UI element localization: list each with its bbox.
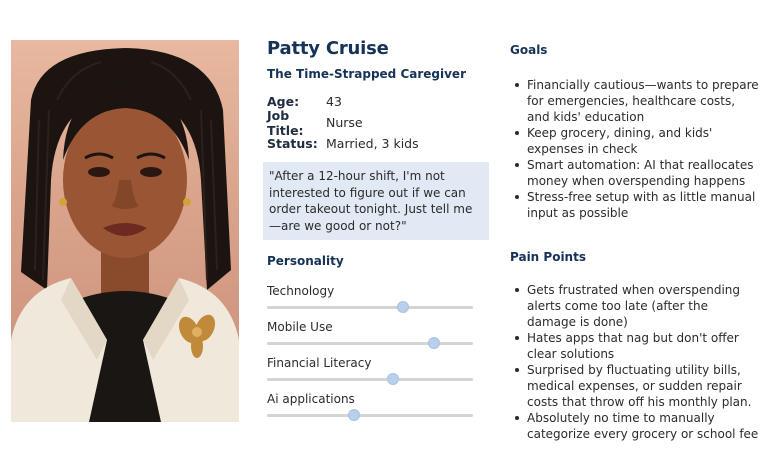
fact-job-title bbox=[267, 107, 489, 138]
persona-quote: "After a 12-hour shift, I'm not interested to figure out if we can order takeout tonight. Just tell me—are we good or not?" bbox=[263, 162, 489, 240]
goals-list bbox=[510, 77, 760, 221]
fact-status bbox=[267, 133, 489, 154]
list-item: Hates apps that nag but don't offer clear solutions bbox=[510, 330, 760, 362]
personality-sliders bbox=[267, 282, 489, 426]
list-item: Keep grocery, dining, and kids' expenses in check bbox=[510, 125, 760, 157]
slider-rail bbox=[267, 306, 473, 309]
fact-label: Age: bbox=[267, 94, 300, 109]
persona-facts bbox=[267, 91, 489, 154]
pain-points-heading: Pain Points bbox=[510, 250, 586, 264]
slider-mobile-use bbox=[267, 318, 489, 354]
portrait-illustration bbox=[11, 40, 239, 422]
persona-subtitle: The Time-Strapped Caregiver bbox=[267, 67, 466, 81]
list-item: Financially cautious—wants to prepare for emergencies, healthcare costs, and kids' education bbox=[510, 77, 760, 125]
fact-label: Job Title: bbox=[267, 107, 304, 138]
fact-label: Status: bbox=[267, 136, 318, 151]
slider-track bbox=[267, 336, 473, 350]
slider-knob[interactable] bbox=[428, 337, 440, 349]
slider-label: Financial Literacy bbox=[267, 356, 372, 370]
slider-knob[interactable] bbox=[348, 409, 360, 421]
list-item: Smart automation: AI that reallocates money when overspending happens bbox=[510, 157, 760, 189]
slider-label: Mobile Use bbox=[267, 320, 333, 334]
slider-rail bbox=[267, 378, 473, 381]
slider-label: Technology bbox=[267, 284, 335, 298]
goals-heading: Goals bbox=[510, 43, 548, 57]
fact-value: 43 bbox=[326, 94, 342, 109]
slider-track bbox=[267, 300, 473, 314]
list-item: Surprised by fluctuating utility bills, medical expenses, or sudden repair costs that throw off his monthly plan. bbox=[510, 362, 760, 410]
slider-technology bbox=[267, 282, 489, 318]
slider-financial-literacy bbox=[267, 354, 489, 390]
slider-rail bbox=[267, 342, 473, 345]
pain-points-list bbox=[510, 282, 760, 442]
list-item: Absolutely no time to manually categorize every grocery or school fee bbox=[510, 410, 760, 442]
fact-value: Nurse bbox=[326, 115, 363, 130]
slider-track bbox=[267, 372, 473, 386]
slider-track bbox=[267, 408, 473, 422]
slider-label: Ai applications bbox=[267, 392, 355, 406]
slider-knob[interactable] bbox=[387, 373, 399, 385]
list-item: Gets frustrated when overspending alerts come too late (after the damage is done) bbox=[510, 282, 760, 330]
list-item: Stress-free setup with as little manual input as possible bbox=[510, 189, 760, 221]
persona-profile bbox=[267, 38, 489, 426]
fact-value: Married, 3 kids bbox=[326, 136, 419, 151]
slider-knob[interactable] bbox=[397, 301, 409, 313]
persona-details bbox=[510, 38, 760, 441]
slider-ai-applications bbox=[267, 390, 489, 426]
slider-rail bbox=[267, 414, 473, 417]
persona-name: Patty Cruise bbox=[267, 38, 389, 59]
persona-portrait bbox=[11, 40, 239, 422]
personality-heading: Personality bbox=[267, 254, 344, 268]
